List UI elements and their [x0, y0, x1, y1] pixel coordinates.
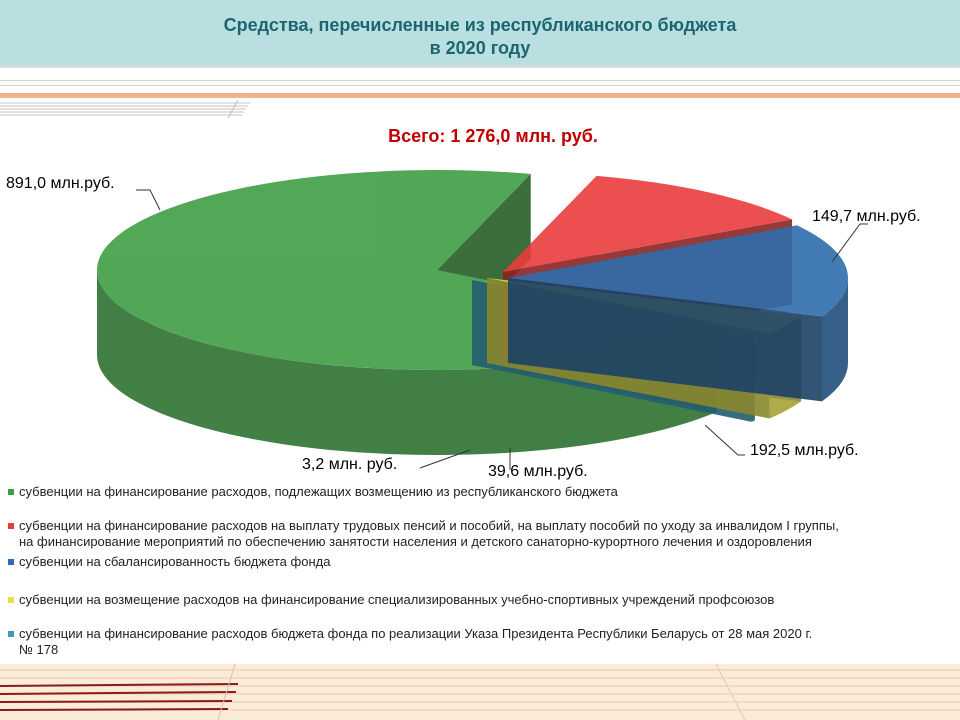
legend-text: субвенции на финансирование расходов на выплату трудовых пенсий и пособий, на выплату пособий по уходу за инвалидом I группы, — [19, 518, 839, 533]
divider — [0, 66, 960, 68]
leader-line — [136, 190, 160, 210]
legend-item — [8, 626, 812, 658]
legend-text: субвенции на финансирование расходов, подлежащих возмещению из республиканского бюджета — [19, 484, 618, 499]
legend-text: субвенции на сбалансированность бюджета фонда — [19, 554, 331, 569]
page-title-line2: в 2020 году — [429, 38, 531, 58]
data-label-3: 39,6 млн.руб. — [488, 463, 588, 480]
chart-title: Всего: 1 276,0 млн. руб. — [388, 126, 598, 146]
legend-text: субвенции на возмещение расходов на финансирование специализированных учебно-спортивных учреждений профсоюзов — [19, 592, 775, 607]
divider — [0, 80, 960, 81]
legend-text: субвенции на финансирование расходов бюджета фонда по реализации Указа Президента Республики Беларусь от 28 мая 2020 г. — [19, 626, 813, 641]
leader-line — [705, 425, 745, 455]
pie-chart — [0, 150, 960, 480]
decor-stripes-top — [0, 100, 960, 118]
data-label-2: 192,5 млн.руб. — [750, 442, 859, 459]
page-title-line1: Средства, перечисленные из республиканского бюджета — [223, 15, 737, 35]
legend-swatch — [8, 489, 14, 495]
legend-swatch — [8, 597, 14, 603]
title-banner — [0, 0, 960, 66]
data-label-0: 891,0 млн.руб. — [6, 175, 115, 192]
legend-text: на финансирование мероприятий по обеспечению занятости населения и детского санаторно-курортного лечения и оздоровления — [19, 534, 812, 549]
legend-swatch — [8, 559, 14, 565]
accent-bar — [0, 93, 960, 98]
legend-item — [8, 592, 774, 608]
divider — [0, 85, 960, 86]
legend-swatch — [8, 523, 14, 529]
decor-stripes-bottom — [0, 664, 960, 720]
legend-item — [8, 554, 330, 570]
legend-item — [8, 484, 618, 500]
data-label-4: 3,2 млн. руб. — [302, 456, 398, 473]
data-label-1: 149,7 млн.руб. — [812, 208, 921, 225]
legend-text: № 178 — [19, 642, 59, 657]
page-title — [0, 14, 960, 60]
legend-swatch — [8, 631, 14, 637]
legend-item — [8, 518, 839, 550]
